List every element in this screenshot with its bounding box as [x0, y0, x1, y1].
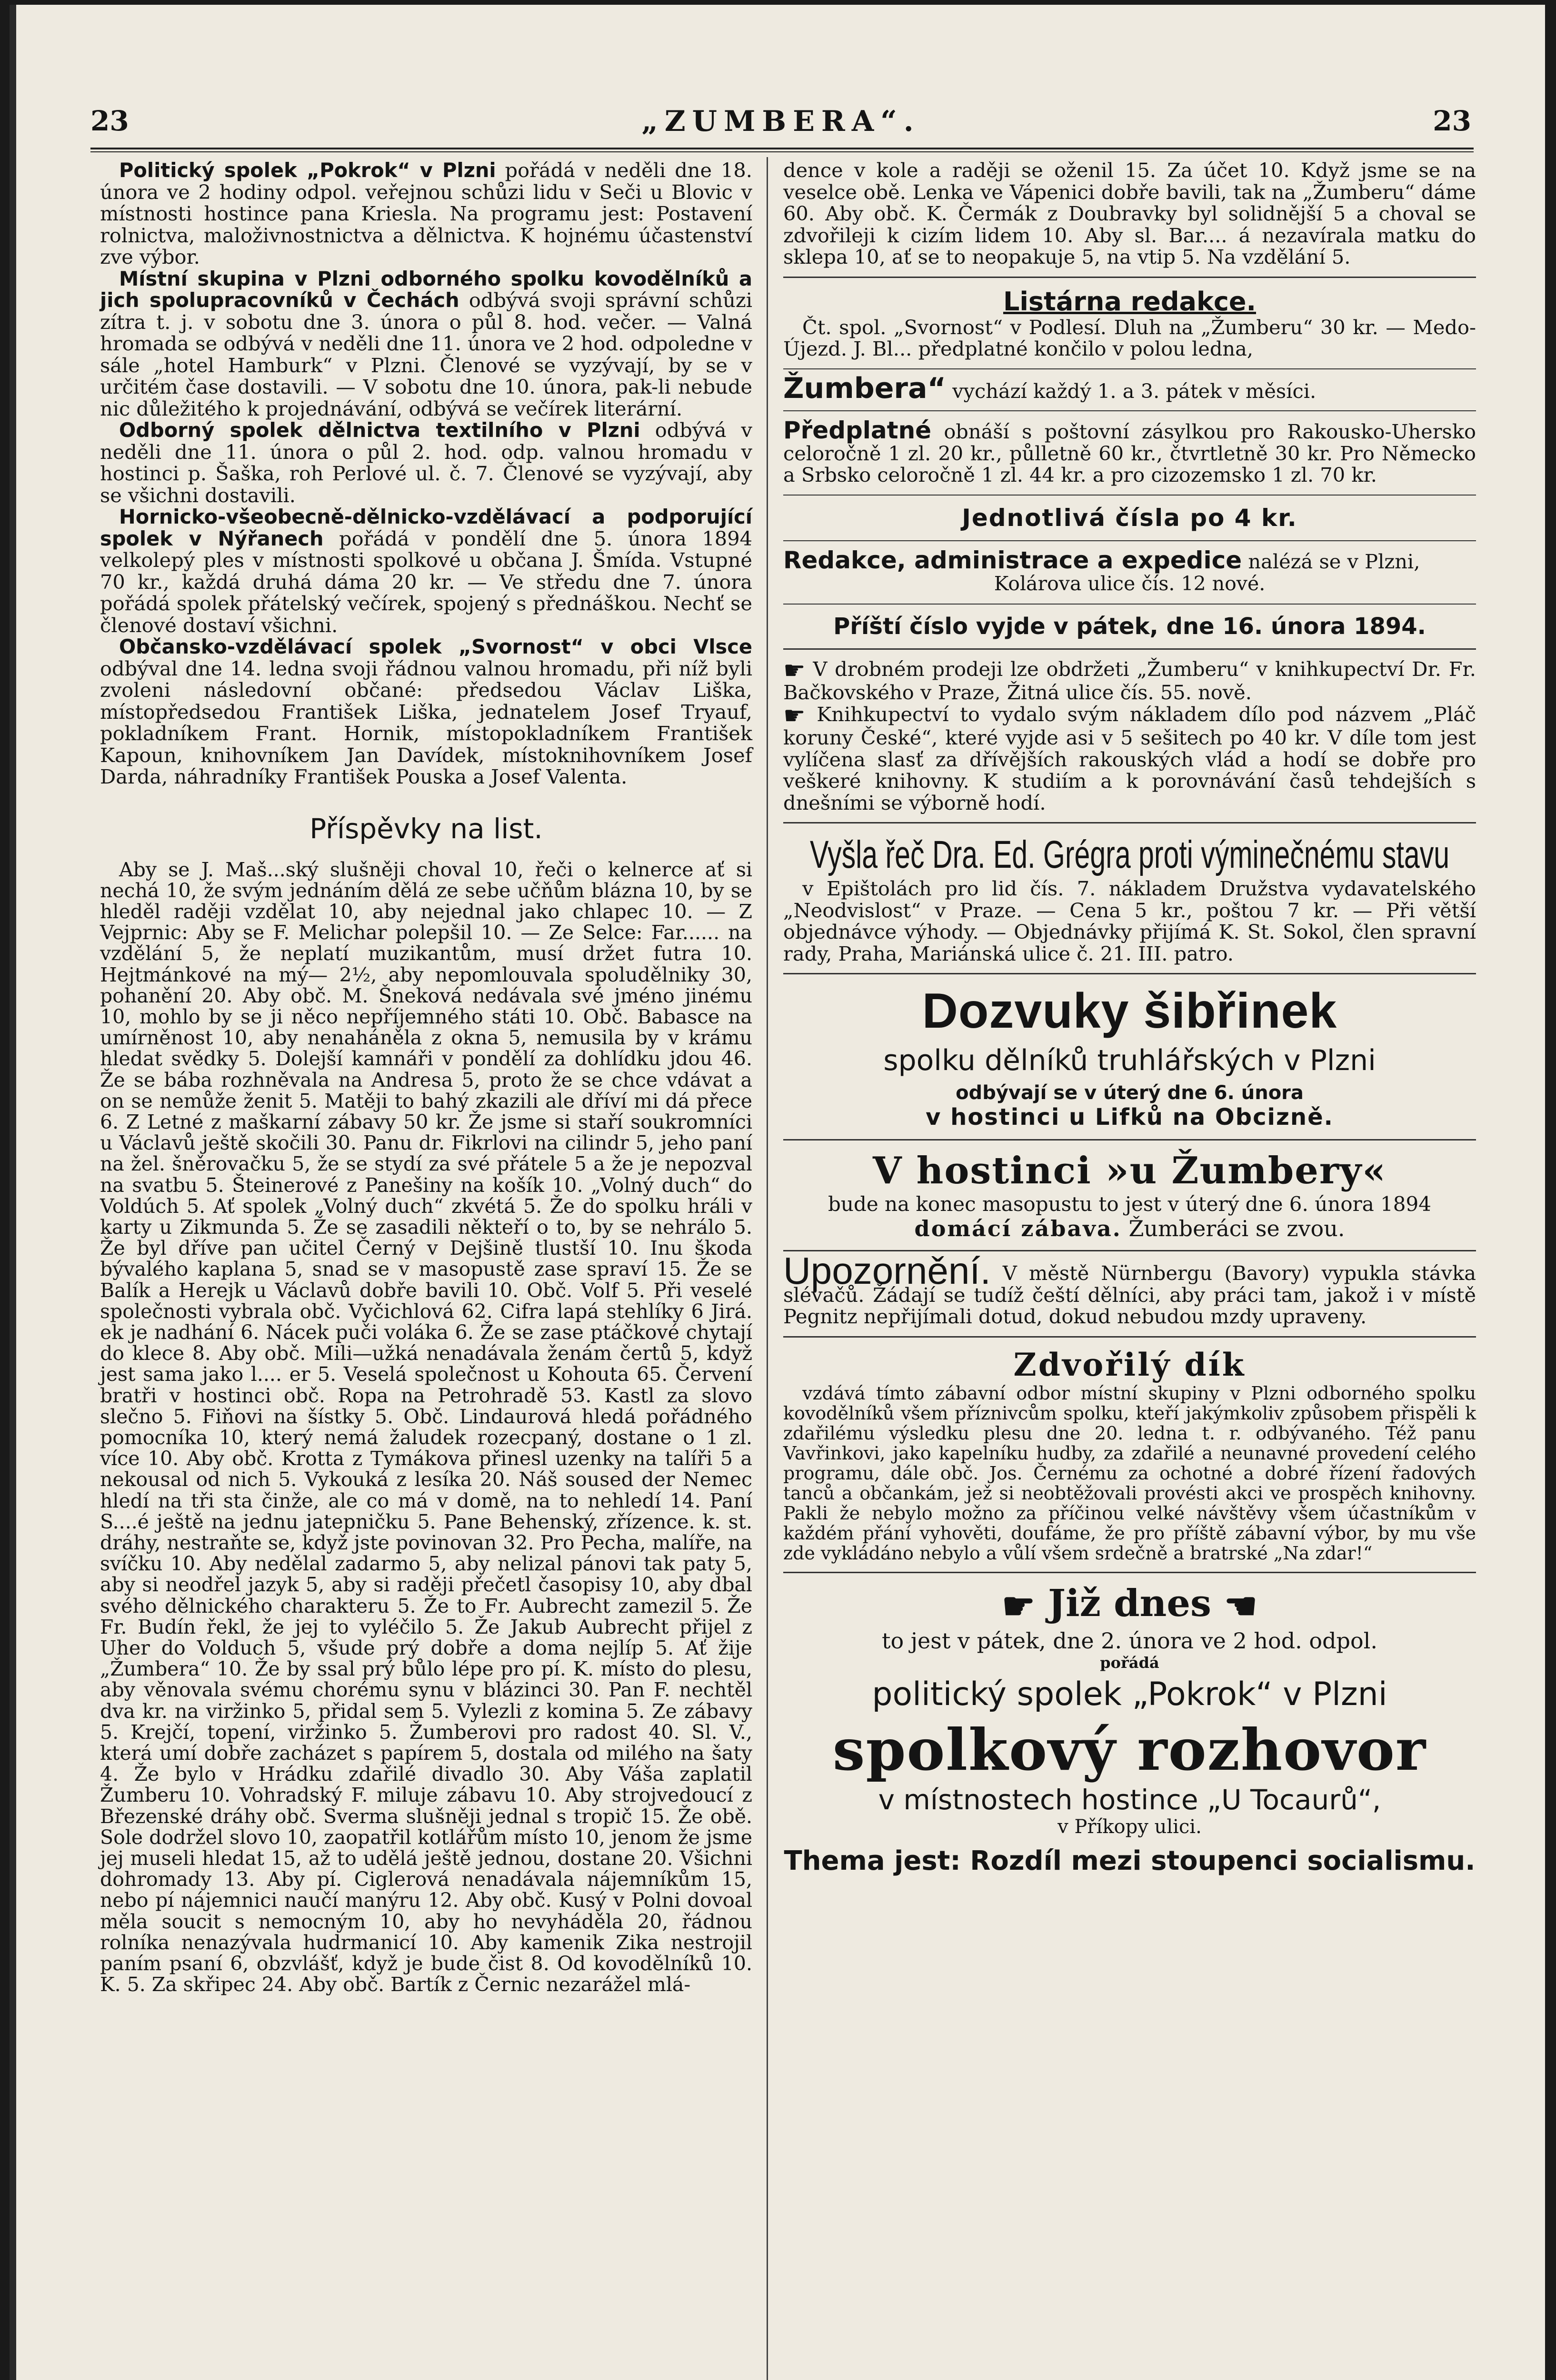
column-divider — [767, 157, 768, 2380]
section-title-prispevky: Příspěvky na list. — [309, 812, 543, 845]
right-column — [783, 159, 1476, 1876]
separator — [783, 822, 1476, 823]
dozvuky-date: odbývají se v úterý dne 6. února — [956, 1082, 1304, 1104]
bookstore-notice: ☛ Knihkupectví to vydalo svým nákladem dílo pod názvem „Pláč koruny České“, které vyjde asi v 5 sešitech po 40 kr. V díle tom jest vylíčena slasť za dřívějších rakouských vlád a hodí se dobře pro veškeré knihovny. K studiím a k porovnávání časů tehdejších s dnešními se výborně hodí. — [783, 701, 1476, 814]
today-date: to jest v pátek, dne 2. února ve 2 hod. odpol. — [881, 1627, 1378, 1654]
pointing-hand-icon: ☛ — [783, 656, 806, 685]
single-issue-price: Jednotlivá čísla po 4 kr. — [962, 504, 1297, 532]
separator — [783, 1572, 1476, 1573]
poradá-label: pořádá — [1100, 1653, 1159, 1672]
newspaper-title: „ZUMBERA“. — [641, 105, 920, 138]
notice-svornost: Občansko-vzdělávací spolek „Svornost“ v obci Vlsce odbýval dne 14. ledna svoji řádnou valnou hromadu, při níž byli zvoleni následovní občané: předsedou Václav Liška, místopředsedou František Liška, jednatelem Josef Tryauf, pokladníkem Frant. Hornik, místopokladníkem František Kapoun, knihovníkem Jan Davídek, místoknihovníkem Josef Darda, náhradníky František Pouska a Josef Valenta. — [100, 635, 752, 788]
listarna-text: Čt. spol. „Svornost“ v Podlesí. Dluh na „Žumberu“ 30 kr. — Medo-Újezd. J. Bl... předplatné končilo v polou ledna, — [783, 315, 1476, 360]
newspaper-page — [10, 5, 1545, 2380]
separator — [783, 1336, 1476, 1338]
thanks-text: vzdává tímto zábavní odbor místní skupiny v Plzni odborného spolku kovodělníků všem příznivcům spolku, kteří jakýmkoliv způsobem přispěli k zdařilému výsledku plesu dne 20. ledna t. r. odbývaného. Též panu Vavřinkovi, jako kapelníku hudby, za zdařilé a neunavné provedení celého programu, dále obč. Jos. Černému za ochotné a dobré řízení řadových tanců a občankám, jež si neobtěžovali provésti akci ve prospěch knihovny. Pakli že nebylo možno za příčinou velké návštěvy všem účastníkům v každém přání vyhověti, doufáme, že pro příště zábavní výbor, by mu vše zde vykládáno nebylo a vůlí všem srdečně a bratrské „Na zdar!“ — [783, 1382, 1476, 1564]
zumbera-inn-title: V hostinci »u Žumbery« — [872, 1149, 1387, 1192]
notice-kovodelnici: Místní skupina v Plzni odborného spolku kovodělníků a jich spolupracovníků v Čechách odbývá svoji správní schůzi zítra t. j. v sobotu dne 3. února o půl 8. hod. večer. — Valná hromada se odbývá v neděli dne 11. února ve 2 hod. odpoledne v sále „hotel Hamburk“ v Plzni. Členové se vyzývají, by se v určitém čase dostavili. — V sobotu dne 10. února, pak-li nebude nic důležitého k projednávání, odbývá se večírek literární. — [100, 267, 752, 420]
venue-line: v místnostech hostince „U Tocaurů“, — [878, 1783, 1381, 1816]
zumbera-inn-text: bude na konec masopustu to jest v úterý dne 6. února 1894 — [828, 1192, 1431, 1216]
dozvuky-subtitle: spolku dělníků truhlářských v Plzni — [883, 1044, 1376, 1077]
grégr-speech-title: Vyšla řeč Dra. Ed. Grégra proti výminečnému stavu — [809, 833, 1450, 876]
pointing-hand-icon: ☛ — [783, 701, 806, 730]
notice-pokrok: Politický spolek „Pokrok“ v Plzni pořádá v neděli dne 18. února ve 2 hodiny odpol. veřejnou schůzi lidu v Seči u Blovic v místnosti hostince pana Kriesla. Na programu jest: Postavení rolnictva, maloživnostnictva a dělnictva. K hojnému účastenství zve výbor. — [100, 159, 752, 268]
separator — [783, 368, 1476, 369]
separator — [783, 540, 1476, 541]
separator — [783, 277, 1476, 278]
pokrok-title: politický spolek „Pokrok“ v Plzni — [872, 1675, 1387, 1713]
venue-street: v Příkopy ulici. — [1057, 1815, 1202, 1838]
dozvuky-place: v hostinci u Lifků na Obcizně. — [926, 1104, 1334, 1130]
masthead — [90, 105, 1471, 148]
notice-textilni: Odborný spolek dělnictva textilního v Plzni odbývá v neděli dne 11. února o půl 2. hod. odp. valnou hromadu v hostinci p. Šaška, roh Perlové ul. č. 7. Členové se vyzývají, aby se všichni dostavili. — [100, 418, 752, 507]
page-number-left: 23 — [90, 105, 129, 137]
separator — [783, 648, 1476, 650]
header-rule — [90, 148, 1474, 149]
contributions-text: Aby se J. Maš...ský slušněji choval 10, řeči o kelnerce ať si nechá 10, že svým jednáním dělá ze sebe učňům blázna 10, by se hleděl raději vzdělat 10, aby nejednal jako chlapec 10. — Z Vejprnic: Aby se F. Melichar polepšil 10. — Ze Selce: Far...... na vzdělání 5, že neplatí muzikantům, musí držet futra 10. Hejtmánkové na mý— 2½, aby nepomlouvala spoludělniky 30, pohanění 20. Aby obč. M. Šneková nedávala své jméno jinému 10, mohlo by se ji něco nepříjemného státi 10. Obč. Babasce na umírněnost 10, aby nenaháněla z okna 5, nemusila by v krámu hledat svědky 5. Dolejší kamnáři v pondělí za dohlídku jdou 46. Že se bába rozhněvala na Andresa 5, proto že se chce vdávat a on se nemůže ženit 5. Matěji to bahý zkazili ale dříví mi dá přece 6. Z Letné z maškarní zábavy 50 kr. Že jsme si staří soukromníci u Václavů ještě skočili 30. Panu dr. Fikrlovi na cilindr 5, jeho paní na žel. šněrovačku 5, že se stydí za své přátele 5 a že je nepozval na svatbu 5. Šteinerové z Panešiny na košík 10. „Volný duch“ do Voldúch 5. Ať spolek „Volný duch“ zkvétá 5. Že do spolku hráli v karty u Zikmunda 5. Že se zasadili někteří o to, by se nehrálo 5. Že byl dříve pan učitel Černý v Dejšině tlustší 10. Inu škoda bývalého kaplana 5, snad se v masopustě zase spraví 15. Že se Balík a Herejk u Václavů dobře bavili 10. Obč. Volf 5. Při veselé společnosti vybrala obč. Vyčichlová 62. Cifra lapá stehlíky 6 Jirá. ek je nadhání 6. Nácek puči voláka 6. Že se zase ptáčkové chytají do klece 8. Aby obč. Mili—užká nenadávala ženám čertů 5, když jest sama jako l.... er 5. Veselá společnost u Kohouta 65. Červení bratři v hostinci obč. Ropa na Petrohradě 53. Kastl za slovo slečno 5. Fiňovi na šístky 5. Obč. Lindaurová hledá pořádného pomocníka 10, který nemá žaludek rozecpaný, dostane o 1 zl. více 10. Aby obč. Krotta z Tymákova přinesl uzenky na talíři 5 a nekousal od nich 5. Vykouká z lesíka 20. Náš soused der Nemec hledí na tři sta činže, ale co má v domě, na to nehledí 14. Paní S....é ještě na jednu jateрničku 5. Pane Behenský, zřízence. k. st. dráhy, nestraňte se, když jste povinovan 32. Pro Pecha, malíře, na svíčku 10. Aby nedělal zadarmo 5, aby nelizal pánovi tak paty 5, aby si neodřel jazyk 5, aby si raději přečetl časopisy 10, aby dbal svého dělnického charakteru 5. Že to Fr. Aubrecht zamezil 5. Že Fr. Budín řekl, že jej to vyléčilo 5. Že Jakub Aubrecht přijel z Uher do Volduch 5, všude prý dobře a doma nejlíp 5. Ať žije „Žumbera“ 10. Že by ssal prý bůlo lépe pro pí. K. místo do plesu, aby věnovala svému chorému synu v blázinci 30. Pan F. nechtěl dva kr. na viržinko 5, přidal sem 5. Vylezli z komina 5. Ze zábavy 5. Krejčí, topení, viržinko 5. Žumberovi pro radost 40. Sl. V., která umí dobře zacházet s papírem 5, dostala od milého na šaty 4. Že bylo v Hrádku zdařilé divadlo 30. Aby Váša zaplatil Žumberu 10. Vohradský F. miluje zábavu 10. Aby strojvedoucí z Březenské dráhy obč. Sverma slušněji jednal s tropič 15. Že obě. Sole dodržel slovo 10, zaopatřil kotlářům místo 10, jenom že jsme jej museli hledat 15, až to udělá ještě jednou, dostane 20. Všichni dohromady 13. Aby pí. Ciglerová nenadávala nájemníkům 15, nebo pí nájemnici naučí manýru 12. Aby obč. Kusý v Polni dovoal měla soucit s nemocným 10, aby ho nevyháděla 20, řádnou rolníka nenazývala hudrmanicí 10. Aby kamenik Zika nestrojil paním psaní 6, obzvlášť, když je bude čist 8. Od kovodělníků 10. K. 5. Za skřipec 24. Aby obč. Bartík z Černic nezarážel mlá- — [100, 858, 752, 1996]
redakce-info: Redakce, administrace a expedice nalézá se v Plzni, — [783, 546, 1420, 574]
grégr-speech-text: v Epištolách pro lid čís. 7. nákladem Družstva vydavatelského „Neodvislost“ v Praze. — Cena 5 kr., poštou 7 kr. — Při větší objednávce výhody. — Objednávky přijímá K. St. Sokol, člen spravní rady, Praha, Mariánská ulice č. 21. III. patro. — [783, 877, 1476, 965]
header-rule-thin — [90, 151, 1474, 152]
next-issue: Příští číslo vyjde v pátek, dne 16. února 1894. — [833, 613, 1426, 640]
dozvuky-title: Dozvuky šibřinek — [922, 983, 1337, 1039]
listarna-title: Listárna redakce. — [1003, 286, 1257, 317]
today-banner: ☛ Již dnes ☛ — [1002, 1581, 1257, 1628]
page-number-right: 23 — [1433, 105, 1471, 137]
separator — [783, 410, 1476, 411]
left-column — [100, 159, 752, 1995]
zumbera-schedule: Žumbera“ vychází každý 1. a 3. pátek v měsíci. — [783, 371, 1317, 405]
thanks-title: Zdvořilý dík — [1013, 1346, 1246, 1383]
pointing-hand-icon: ☛ — [1002, 1584, 1035, 1628]
separator — [783, 604, 1476, 605]
separator — [783, 495, 1476, 496]
separator — [783, 1139, 1476, 1140]
separator — [783, 973, 1476, 974]
pointing-hand-icon-reversed: ☛ — [1224, 1584, 1257, 1628]
theme-line: Thema jest: Rozdíl mezi stoupenci socialismu. — [784, 1845, 1476, 1876]
notice-nyrany: Hornicko-všeobecně-dělnicko-vzdělávací a podporující spolek v Nýřanech pořádá v pondělí dne 5. února 1894 velkolepý ples v místnosti spolkové u občana J. Šmída. Vstupné 70 kr., každá druhá dáma 20 kr. — Ve středu dne 7. února pořádá spolek přátelský večírek, spojený s přednáškou. Nechť se členové dostaví všichni. — [100, 505, 752, 637]
subscription-info: Předplatné obnáší s poštovní zásylkou pro Rakousko-Uhersko celoročně 1 zl. 20 kr., půlletně 60 kr., čtvrtletně 30 kr. Pro Německo a Srbsko celoročně 1 zl. 44 kr. a pro cizozemsko 1 zl. 70 kr. — [783, 416, 1476, 486]
zumbera-inn-event: domácí zábava. Žumberáci se zvou. — [914, 1216, 1345, 1241]
rozhovor-title: spolkový rozhovor — [832, 1716, 1427, 1784]
upozorneni-notice: Upozornění. V městě Nürnbergu (Bavory) vypukla stávka slévačů. Žádají se tudíž čeští dělníci, aby práci tam, jakož i v místě Pegnitz nepřijímali dotud, dokud nebudou mzdy upraveny. — [783, 1250, 1476, 1328]
redakce-address: Kolárova ulice čís. 12 nové. — [994, 572, 1266, 595]
retail-notice: ☛ V drobném prodeji lze obdržeti „Žumberu“ v knihkupectví Dr. Fr. Bačkovského v Praze, Žitná ulice čís. 55. nově. — [783, 656, 1476, 704]
contributions-continued: dence v kole a raději se oženil 15. Za účet 10. Když jsme se na veselce obě. Lenka ve Vápenici dobře bavili, tak na „Žumberu“ dáme 60. Aby obč. K. Čermák z Doubravky byl solidnější 5 a choval se zdvořileji k cizím lidem 10. Aby sl. Bar.... á nezavírala matku do sklepa 10, ať se to neopakuje 5, na vtip 5. Na vzdělání 5. — [783, 159, 1476, 268]
